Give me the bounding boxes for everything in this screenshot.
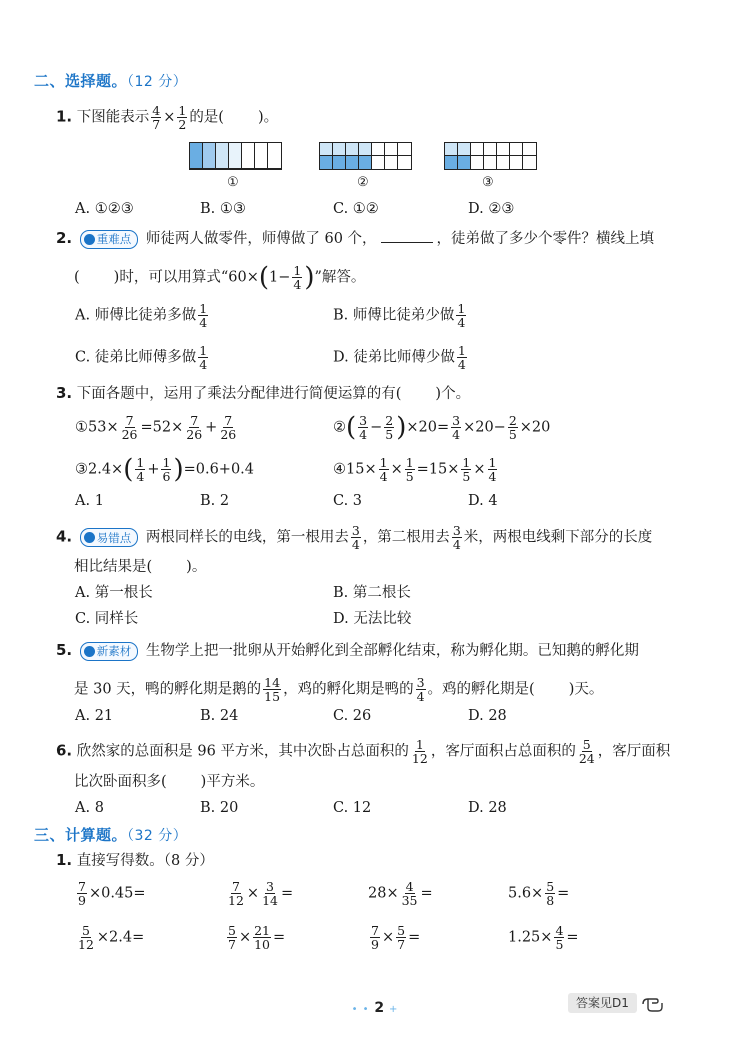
badge-icon	[84, 234, 95, 245]
q6-option-b[interactable]: B. 20	[200, 800, 239, 816]
calc-item: $\frac{7}{9}$ ×0.45=	[78, 879, 146, 908]
calc-item: 1.25× $\frac{4}{5}$ =	[508, 923, 579, 952]
q2-option-d[interactable]: D. 徒弟比师傅少做 $\frac{1}{4}$	[333, 343, 466, 372]
figure-1-grid	[189, 142, 282, 170]
q3-option-d[interactable]: D. 4	[468, 493, 498, 509]
figure-3-label: ③	[482, 175, 494, 190]
badge-icon	[84, 646, 95, 657]
page-number: • • 2 +	[351, 1000, 399, 1016]
q6-option-a[interactable]: A. 8	[75, 800, 104, 816]
q2-stem-line2: ( )时，可以用算式“60×(1− $\frac{1}{4}$ )”解答。	[74, 262, 366, 293]
fraction: $\frac{1}{2}$	[178, 103, 187, 132]
error-prone-badge: 易错点	[80, 528, 139, 547]
q3-option-b[interactable]: B. 2	[200, 493, 230, 509]
q3-option-c[interactable]: C. 3	[333, 493, 363, 509]
pointing-hand-icon	[640, 990, 666, 1016]
q4-option-a[interactable]: A. 第一根长	[75, 585, 153, 601]
q3-option-a[interactable]: A. 1	[75, 493, 104, 509]
q5-stem-line1: 5. 新素材 生物学上把一批卵从开始孵化到全部孵化结束，称为孵化期。已知鹅的孵化期	[56, 641, 639, 659]
q3-stem: 3. 下面各题中，运用了乘法分配律进行简便运算的有( )个。	[56, 384, 471, 402]
figure-3-grid	[444, 142, 537, 170]
calc-item: 28× $\frac{4}{35}$ =	[368, 879, 433, 908]
section-3-title: 三、计算题。（32 分）	[34, 826, 188, 844]
q2-option-c[interactable]: C. 徒弟比师傅多做 $\frac{1}{4}$	[75, 343, 208, 372]
q3-expression-3: ③2.4×( $\frac{1}{4}$ + $\frac{1}{6}$ )=0.6+0.4	[75, 454, 255, 485]
q3-expression-4: ④15× $\frac{1}{4}$ × $\frac{1}{5}$ =15× $\frac{1}{5}$ × $\frac{1}{4}$	[333, 455, 497, 484]
q6-stem-line1: 6. 欣然家的总面积是 96 平方米，其中次卧占总面积的 $\frac{1}{12}$ ，客厅面积占总面积的 $\frac{5}{24}$ ，客厅面积	[56, 737, 671, 766]
q5-stem-line2: 是 30 天，鸭的孵化期是鹅的 $\frac{14}{15}$ ，鸡的孵化期是鸭的 $\frac{3}{4}$ 。鸡的孵化期是( )天。	[74, 675, 604, 704]
grid-cell	[268, 143, 281, 169]
q4-option-b[interactable]: B. 第二根长	[333, 585, 411, 601]
calc-item: $\frac{7}{9}$ × $\frac{5}{7}$ =	[371, 923, 421, 952]
q4-option-c[interactable]: C. 同样长	[75, 611, 139, 627]
figure-1-label: ①	[227, 175, 239, 190]
q1-stem: 1. 下图能表示 $\frac{4}{7}$ × $\frac{1}{2}$ 的是( )。	[56, 103, 279, 132]
c1-stem: 1. 直接写得数。（8 分）	[56, 851, 214, 869]
calc-item: $\frac{7}{12}$ × $\frac{3}{14}$ =	[228, 879, 294, 908]
q3-expression-2: ②( $\frac{3}{4}$ − $\frac{2}{5}$ )×20= $\frac{3}{4}$ ×20− $\frac{2}{5}$ ×20	[333, 412, 551, 443]
grid-cell	[229, 143, 242, 169]
q2-stem-line1: 2. 重难点 师徒两人做零件，师傅做了 60 个， ，徒弟做了多少个零件？横线上填	[56, 229, 655, 247]
q1-option-b[interactable]: B. ①③	[200, 201, 246, 217]
q4-stem-line2: 相比结果是( )。	[74, 559, 207, 575]
fraction: $\frac{4}{7}$	[152, 103, 161, 132]
grid-cell	[190, 143, 203, 169]
new-material-badge: 新素材	[80, 642, 139, 661]
figure-2-label: ②	[357, 175, 369, 190]
grid-cell	[216, 143, 229, 169]
q4-stem-line1: 4. 易错点 两根同样长的电线，第一根用去 $\frac{3}{4}$ ，第二根用去 $\frac{3}{4}$ 米，两根电线剩下部分的长度	[56, 523, 653, 552]
q6-option-c[interactable]: C. 12	[333, 800, 372, 816]
section-2-title: 二、选择题。（12 分）	[34, 72, 188, 90]
difficulty-badge: 重难点	[80, 230, 139, 249]
q6-stem-line2: 比次卧面积多( )平方米。	[74, 774, 265, 790]
q1-option-a[interactable]: A. ①②③	[75, 201, 134, 217]
q5-option-a[interactable]: A. 21	[75, 708, 114, 724]
badge-icon	[84, 532, 95, 543]
grid-cell	[242, 143, 255, 169]
q2-option-b[interactable]: B. 师傅比徒弟少做 $\frac{1}{4}$	[333, 301, 466, 330]
figure-2-grid	[319, 142, 412, 170]
q3-expression-1: ①53× $\frac{7}{26}$ =52× $\frac{7}{26}$ + $\frac{7}{26}$	[75, 413, 237, 442]
calc-item: $\frac{5}{12}$ ×2.4=	[78, 923, 145, 952]
answer-blank[interactable]	[381, 228, 433, 243]
grid-cell	[255, 143, 268, 169]
q5-option-c[interactable]: C. 26	[333, 708, 372, 724]
calc-item: $\frac{5}{7}$ × $\frac{21}{10}$ =	[228, 923, 286, 952]
q5-option-d[interactable]: D. 28	[468, 708, 507, 724]
q1-option-d[interactable]: D. ②③	[468, 201, 515, 217]
q4-option-d[interactable]: D. 无法比较	[333, 611, 412, 627]
q1-option-c[interactable]: C. ①②	[333, 201, 379, 217]
answer-reference: 答案见D1	[568, 993, 637, 1013]
q2-option-a[interactable]: A. 师傅比徒弟多做 $\frac{1}{4}$	[75, 301, 208, 330]
grid-cell	[203, 143, 216, 169]
q5-option-b[interactable]: B. 24	[200, 708, 239, 724]
q6-option-d[interactable]: D. 28	[468, 800, 507, 816]
calc-item: 5.6× $\frac{5}{8}$ =	[508, 879, 570, 908]
